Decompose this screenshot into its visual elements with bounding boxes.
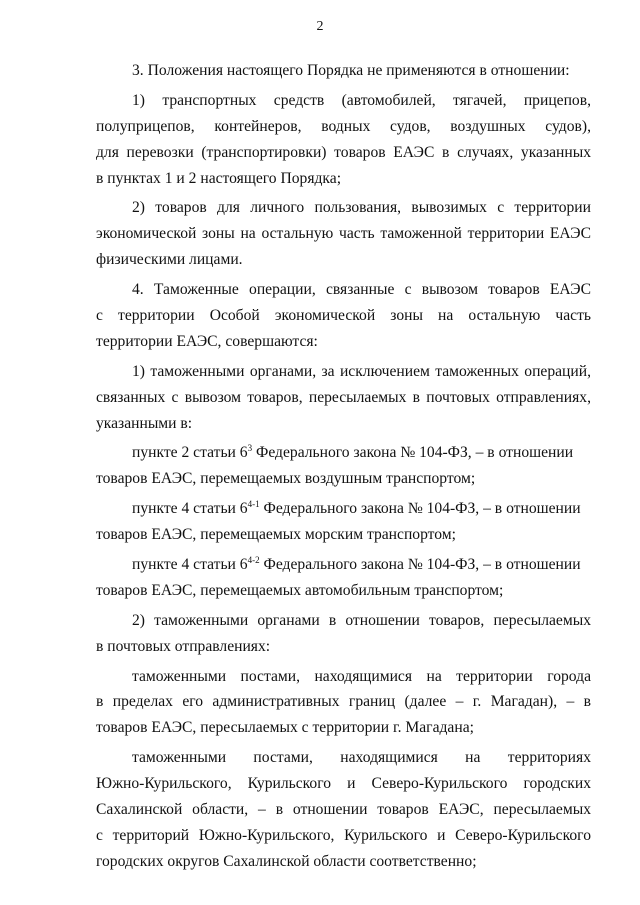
- paragraph-line: таможенными постами, находящимися на территориях: [132, 749, 591, 767]
- paragraph-line: товаров ЕАЭС, перемещаемых морским транспортом;: [96, 526, 456, 544]
- paragraph-line: 1) таможенными органами, за исключением таможенных операций,: [132, 362, 591, 380]
- page-number: 2: [316, 19, 324, 34]
- paragraph-line: товаров ЕАЭС, перемещаемых воздушным транспортом;: [96, 470, 476, 488]
- paragraph-line: товаров ЕАЭС, пересылаемых с территории г. Магадана;: [96, 719, 474, 737]
- paragraph-line: городских округов Сахалинской области соответственно;: [96, 852, 477, 870]
- paragraph-line: 2) таможенными органами в отношении товаров, пересылаемых: [132, 611, 591, 629]
- paragraph-line: в пределах его административных границ (далее – г. Магадан), – в: [96, 693, 591, 711]
- paragraph-line: пункте 4 статьи 6$^{4-2}$ Федерального закона № 104-ФЗ, – в отношении: [132, 555, 581, 574]
- paragraph-line: пункте 4 статьи 6$^{4-1}$ Федерального закона № 104-ФЗ, – в отношении: [132, 499, 581, 518]
- superscript: 4-2: [247, 555, 260, 566]
- paragraph-line: 4. Таможенные операции, связанные с вывозом товаров ЕАЭС: [132, 281, 591, 299]
- paragraph-line: с территорий Южно-Курильского, Курильского и Северо-Курильского: [96, 826, 591, 844]
- paragraph-line: пункте 2 статьи $6^3$ Федерального закона № 104-ФЗ, – в отношении: [132, 443, 574, 462]
- paragraph-line: 3. Положения настоящего Порядка не применяются в отношении:: [132, 62, 570, 79]
- paragraph-line: 2) товаров для личного пользования, вывозимых с территории: [132, 199, 591, 217]
- paragraph-line: Сахалинской области, – в отношении товаров ЕАЭС, пересылаемых: [96, 801, 591, 819]
- paragraph-line: с территории Особой экономической зоны на остальную часть: [96, 307, 591, 325]
- paragraph-line: в почтовых отправлениях:: [96, 637, 271, 655]
- paragraph-line: связанных с вывозом товаров, пересылаемых в почтовых отправлениях,: [96, 388, 591, 406]
- paragraph-line: 1) транспортных средств (автомобилей, тягачей, прицепов,: [132, 91, 591, 109]
- paragraph-line: полуприцепов, контейнеров, водных судов, воздушных судов),: [96, 117, 591, 135]
- paragraph-line: для перевозки (транспортировки) товаров ЕАЭС в случаях, указанных: [96, 143, 591, 161]
- superscript: 3: [247, 443, 253, 454]
- paragraph-line: Южно-Курильского, Курильского и Северо-Курильского городских: [96, 775, 591, 793]
- paragraph-line: экономической зоны на остальную часть таможенной территории ЕАЭС: [96, 225, 591, 243]
- paragraph-line: указанными в:: [96, 414, 193, 432]
- paragraph-line: товаров ЕАЭС, перемещаемых автомобильным транспортом;: [96, 581, 504, 599]
- paragraph-line: физическими лицами.: [96, 251, 243, 269]
- paragraph-line: в пунктах 1 и 2 настоящего Порядка;: [96, 169, 342, 187]
- paragraph-line: территории ЕАЭС, совершаются:: [96, 332, 318, 350]
- paragraph-line: таможенными постами, находящимися на территории города: [132, 667, 591, 685]
- document-body: [96, 58, 591, 875]
- superscript: 4-1: [247, 499, 260, 510]
